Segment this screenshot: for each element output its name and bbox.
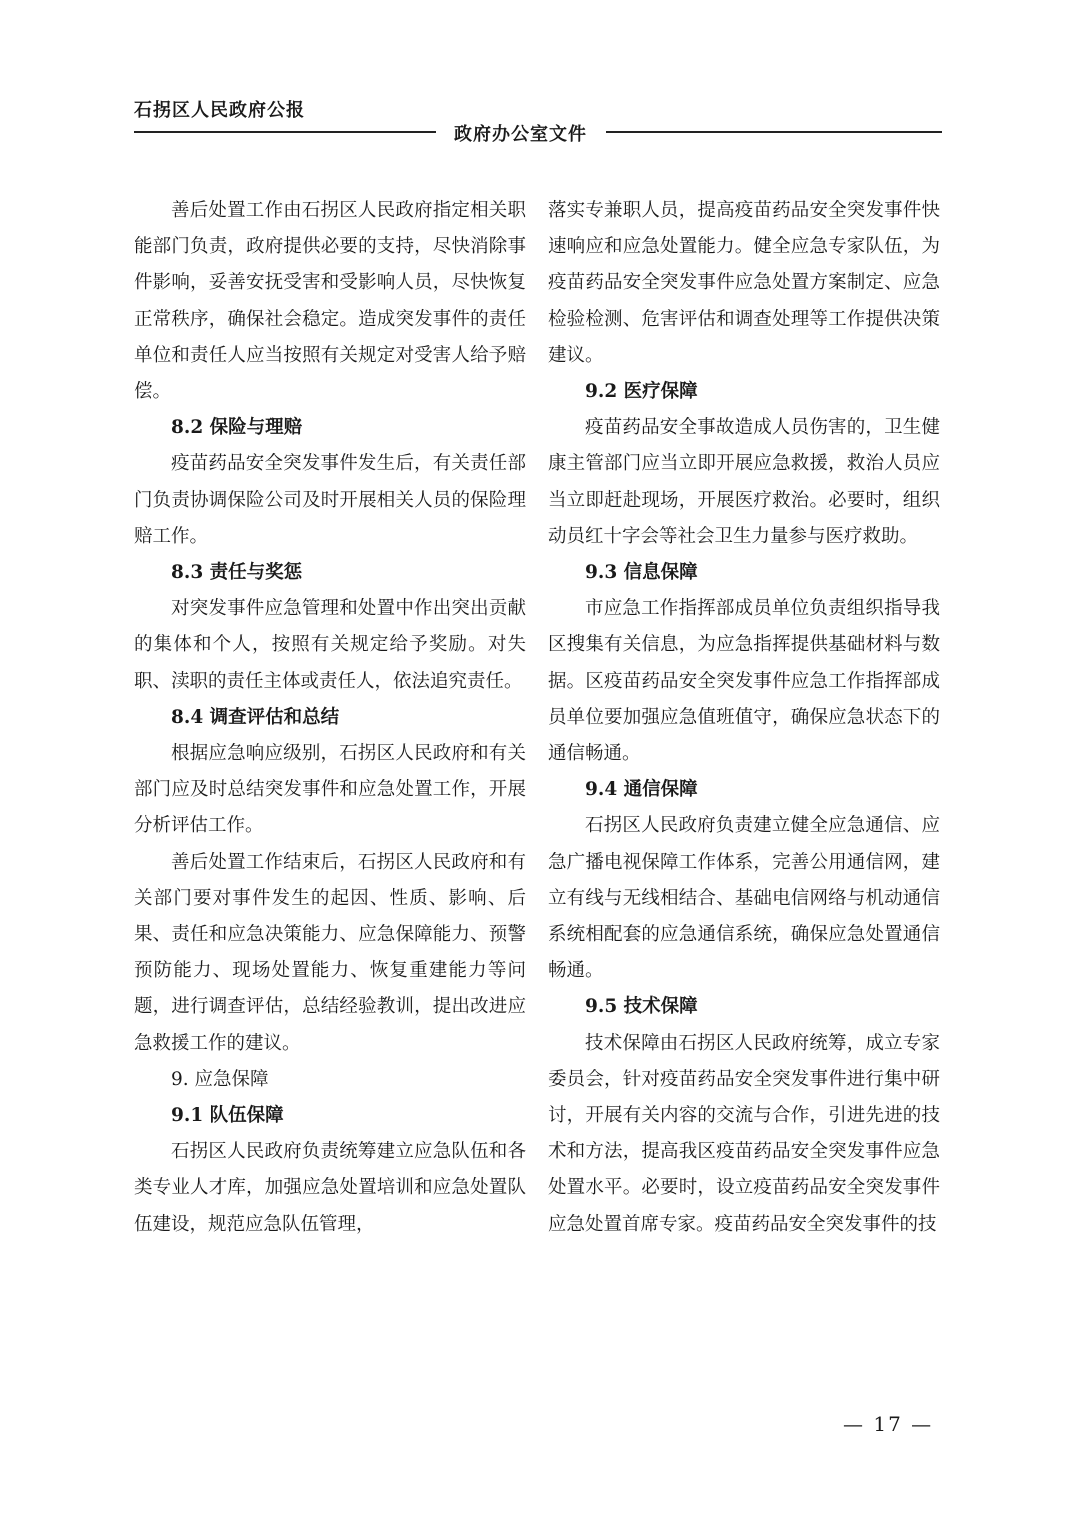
publication-title: 石拐区人民政府公报 — [134, 100, 305, 121]
paragraph-continued: 落实专兼职人员，提高疫苗药品安全突发事件快速响应和应急处置能力。健全应急专家队伍，为疫苗药品安全突发事件应急处置方案制定、应急检验检测、危害评估和调查处理等工作提供决策建议。 — [548, 200, 940, 366]
section-heading: 8.4 调查评估和总结 — [171, 706, 340, 728]
section-label: 政府办公室文件 — [454, 124, 587, 145]
section-heading: 9.5 技术保障 — [585, 996, 698, 1018]
section-heading: 9.1 队伍保障 — [171, 1105, 284, 1127]
paragraph: 技术保障由石拐区人民政府统筹，成立专家委员会，针对疫苗药品安全突发事件进行集中研讨，开展有关内容的交流与合作，引进先进的技术和方法，提高我区疫苗药品安全突发事件应急处置水平。必要时，设立疫苗药品安全突发事件应急处置首席专家。疫苗药品安全突发事件的技 — [548, 1032, 940, 1235]
paragraph: 石拐区人民政府负责统筹建立应急队伍和各类专业人才库，加强应急处置培训和应急处置队伍建设，规范应急队伍管理， — [134, 1141, 526, 1235]
section-heading: 8.2 保险与理赔 — [171, 417, 303, 439]
right-column — [548, 193, 940, 1243]
left-column — [134, 193, 526, 1243]
paragraph: 善后处置工作结束后，石拐区人民政府和有关部门要对事件发生的起因、性质、影响、后果、责任和应急决策能力、应急保障能力、预警预防能力、现场处置能力、恢复重建能力等问题，进行调查评估，总结经验教训，提出改进应急救援工作的建议。 — [134, 851, 526, 1054]
header-rule-right — [606, 131, 942, 133]
paragraph: 善后处置工作由石拐区人民政府指定相关职能部门负责，政府提供必要的支持，尽快消除事件影响，妥善安抚受害和受影响人员，尽快恢复正常秩序，确保社会稳定。造成突发事件的责任单位和责任人应当按照有关规定对受害人给予赔偿。 — [134, 200, 526, 403]
paragraph: 疫苗药品安全突发事件发生后，有关责任部门负责协调保险公司及时开展相关人员的保险理赔工作。 — [134, 453, 526, 547]
section-heading: 9.4 通信保障 — [585, 779, 698, 801]
paragraph: 根据应急响应级别，石拐区人民政府和有关部门应及时总结突发事件和应急处置工作，开展分析评估工作。 — [134, 743, 526, 837]
header-rule-left — [134, 131, 436, 133]
paragraph: 石拐区人民政府负责建立健全应急通信、应急广播电视保障工作体系，完善公用通信网，建立有线与无线相结合、基础电信网络与机动通信系统相配套的应急通信系统，确保应急处置通信畅通。 — [548, 815, 940, 982]
page-number: — 17 — — [843, 1412, 934, 1436]
section-heading: 9.2 医疗保障 — [585, 381, 698, 403]
chapter-heading: 9. 应急保障 — [171, 1068, 269, 1090]
paragraph: 对突发事件应急管理和处置中作出突出贡献的集体和个人，按照有关规定给予奖励。对失职、渎职的责任主体或责任人，依法追究责任。 — [134, 598, 526, 692]
section-heading: 8.3 责任与奖惩 — [171, 562, 303, 584]
section-heading: 9.3 信息保障 — [585, 562, 698, 584]
paragraph: 市应急工作指挥部成员单位负责组织指导我区搜集有关信息，为应急指挥提供基础材料与数据。区疫苗药品安全突发事件应急工作指挥部成员单位要加强应急值班值守，确保应急状态下的通信畅通。 — [548, 598, 940, 765]
paragraph: 疫苗药品安全事故造成人员伤害的，卫生健康主管部门应当立即开展应急救援，救治人员应当立即赶赴现场，开展医疗救治。必要时，组织动员红十字会等社会卫生力量参与医疗救助。 — [548, 417, 940, 547]
